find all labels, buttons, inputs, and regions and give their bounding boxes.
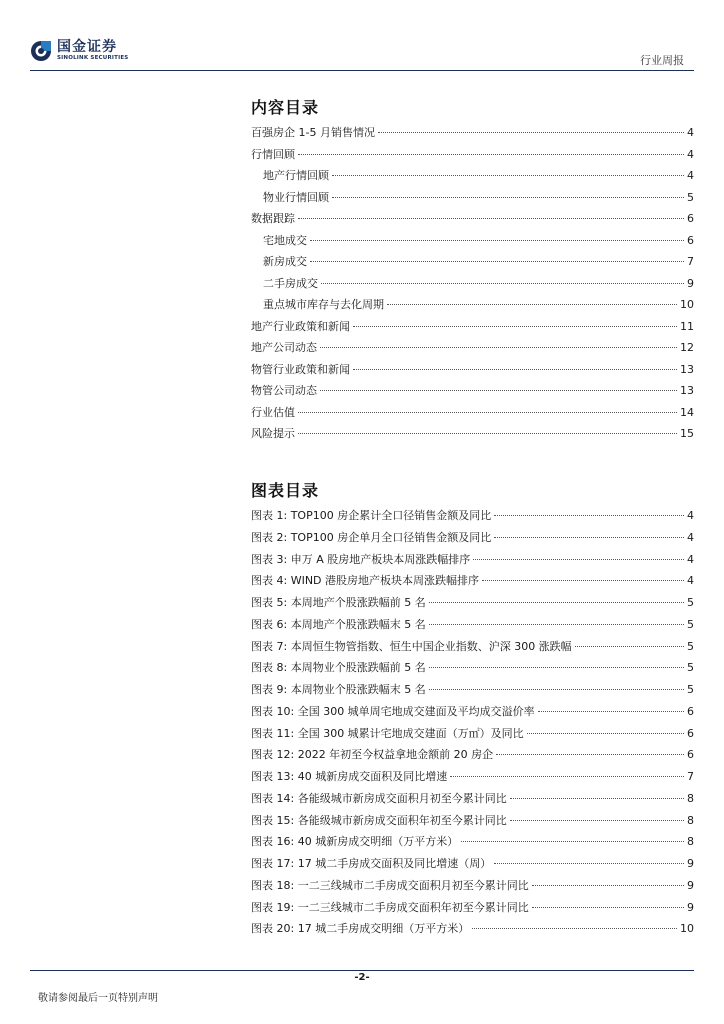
entry-page-number: 4 <box>687 147 694 161</box>
entry-page-number: 6 <box>687 726 694 740</box>
toc-list <box>251 122 694 445</box>
entry-page-number: 7 <box>687 255 694 268</box>
entry-page-number: 13 <box>680 384 694 397</box>
entry-page-number: 8 <box>687 791 694 805</box>
entry-page-number: 5 <box>687 596 694 609</box>
entry-title: 宅地成交 <box>263 233 307 247</box>
dot-leader <box>429 602 684 603</box>
figure-entry[interactable] <box>251 549 694 571</box>
entry-title: 图表 11: 全国 300 城累计宅地成交建面（万㎡）及同比 <box>251 726 524 740</box>
toc-entry[interactable] <box>251 402 694 424</box>
dot-leader <box>353 369 677 370</box>
dot-leader <box>298 154 684 155</box>
figures-title: 图表目录 <box>251 481 320 500</box>
header-divider <box>30 70 694 71</box>
dot-leader <box>429 667 684 668</box>
figure-entry[interactable] <box>251 592 694 614</box>
toc-entry[interactable] <box>251 359 694 381</box>
entry-title: 图表 1: TOP100 房企累计全口径销售金额及同比 <box>251 509 492 522</box>
entry-page-number: 6 <box>687 748 694 762</box>
dot-leader <box>321 283 684 284</box>
entry-page-number: 4 <box>687 509 694 522</box>
entry-page-number: 4 <box>687 169 694 182</box>
dot-leader <box>532 885 684 886</box>
dot-leader <box>575 646 684 647</box>
entry-title: 行情回顾 <box>251 147 295 161</box>
toc-entry[interactable] <box>251 144 694 166</box>
entry-page-number: 12 <box>680 341 694 354</box>
dot-leader <box>510 820 684 821</box>
figures-list <box>251 505 694 940</box>
entry-page-number: 7 <box>687 770 694 783</box>
entry-title: 图表 5: 本周地产个股涨跌幅前 5 名 <box>251 596 426 609</box>
figure-entry[interactable] <box>251 918 694 940</box>
entry-title: 新房成交 <box>263 255 307 268</box>
entry-page-number: 4 <box>687 574 694 588</box>
toc-entry[interactable] <box>251 251 694 273</box>
figure-entry[interactable] <box>251 614 694 636</box>
entry-title: 图表 19: 一二三线城市二手房成交面积年初至今累计同比 <box>251 900 529 914</box>
logo-chinese-name: 国金证券 <box>57 39 117 56</box>
figure-entry[interactable] <box>251 657 694 679</box>
entry-page-number: 10 <box>680 298 694 311</box>
entry-page-number: 9 <box>687 276 694 290</box>
dot-leader <box>310 240 684 241</box>
entry-title: 图表 15: 各能级城市新房成交面积年初至今累计同比 <box>251 813 507 827</box>
disclaimer: 敬请参阅最后一页特别声明 <box>38 993 158 1004</box>
entry-title: 图表 8: 本周物业个股涨跌幅前 5 名 <box>251 661 426 675</box>
entry-page-number: 5 <box>687 639 694 653</box>
entry-page-number: 6 <box>687 704 694 718</box>
entry-title: 重点城市库存与去化周期 <box>263 298 384 311</box>
entry-page-number: 9 <box>687 857 694 870</box>
figure-entry[interactable] <box>251 744 694 766</box>
dot-leader <box>473 559 684 560</box>
dot-leader <box>482 580 684 581</box>
entry-title: 物管行业政策和新闻 <box>251 362 350 376</box>
entry-title: 图表 13: 40 城新房成交面积及同比增速 <box>251 770 448 783</box>
entry-page-number: 9 <box>687 900 694 914</box>
toc-entry[interactable] <box>251 337 694 359</box>
entry-title: 图表 6: 本周地产个股涨跌幅末 5 名 <box>251 617 426 631</box>
toc-entry[interactable] <box>251 316 694 338</box>
dot-leader <box>494 515 684 516</box>
entry-title: 图表 9: 本周物业个股涨跌幅末 5 名 <box>251 683 426 696</box>
entry-page-number: 6 <box>687 212 694 225</box>
entry-page-number: 9 <box>687 878 694 892</box>
entry-page-number: 11 <box>680 319 694 333</box>
entry-title: 物管公司动态 <box>251 384 317 397</box>
company-logo <box>30 40 128 62</box>
entry-page-number: 5 <box>687 617 694 631</box>
entry-title: 图表 4: WIND 港股房地产板块本周涨跌幅排序 <box>251 574 480 588</box>
toc-entry[interactable] <box>251 423 694 445</box>
dot-leader <box>538 711 684 712</box>
entry-title: 物业行情回顾 <box>263 190 329 204</box>
dot-leader <box>298 412 677 413</box>
dot-leader <box>429 689 684 690</box>
dot-leader <box>429 624 684 625</box>
figure-entry[interactable] <box>251 723 694 745</box>
dot-leader <box>320 347 677 348</box>
toc-entry[interactable] <box>251 122 694 144</box>
logo-english-name: SINOLINK SECURITIES <box>57 55 129 62</box>
dot-leader <box>450 776 684 777</box>
entry-title: 图表 18: 一二三线城市二手房成交面积月初至今累计同比 <box>251 878 529 892</box>
dot-leader <box>332 175 684 176</box>
entry-title: 图表 10: 全国 300 城单周宅地成交建面及平均成交溢价率 <box>251 704 535 718</box>
entry-page-number: 4 <box>687 530 694 544</box>
dot-leader <box>378 132 684 133</box>
dot-leader <box>332 197 684 198</box>
figure-entry[interactable] <box>251 701 694 723</box>
dot-leader <box>532 907 684 908</box>
entry-title: 地产行情回顾 <box>263 169 329 182</box>
dot-leader <box>494 537 684 538</box>
dot-leader <box>494 863 684 864</box>
dot-leader <box>510 798 684 799</box>
toc-entry[interactable] <box>251 187 694 209</box>
entry-title: 二手房成交 <box>263 276 318 290</box>
figure-entry[interactable] <box>251 897 694 919</box>
figure-entry[interactable] <box>251 679 694 701</box>
entry-page-number: 5 <box>687 683 694 696</box>
figure-entry[interactable] <box>251 853 694 875</box>
toc-entry[interactable] <box>251 208 694 230</box>
footer-divider <box>30 970 694 971</box>
entry-title: 风险提示 <box>251 427 295 440</box>
entry-title: 图表 12: 2022 年初至今权益拿地金额前 20 房企 <box>251 748 494 762</box>
entry-title: 行业估值 <box>251 405 295 419</box>
entry-title: 图表 16: 40 城新房成交明细（万平方米） <box>251 835 459 849</box>
figure-entry[interactable] <box>251 570 694 592</box>
figure-entry[interactable] <box>251 831 694 853</box>
entry-page-number: 5 <box>687 661 694 675</box>
entry-page-number: 10 <box>680 922 694 936</box>
entry-title: 图表 14: 各能级城市新房成交面积月初至今累计同比 <box>251 791 507 805</box>
entry-title: 图表 7: 本周恒生物管指数、恒生中国企业指数、沪深 300 涨跌幅 <box>251 639 572 653</box>
dot-leader <box>298 218 684 219</box>
entry-page-number: 14 <box>680 405 694 419</box>
figure-entry[interactable] <box>251 766 694 788</box>
figure-entry[interactable] <box>251 505 694 527</box>
toc-title: 内容目录 <box>251 98 320 117</box>
entry-title: 地产公司动态 <box>251 341 317 354</box>
entry-title: 图表 3: 申万 A 股房地产板块本周涨跌幅排序 <box>251 552 471 566</box>
entry-title: 数据跟踪 <box>251 212 295 225</box>
logo-icon <box>30 40 52 62</box>
figure-entry[interactable] <box>251 636 694 658</box>
toc-entry[interactable] <box>251 273 694 295</box>
entry-title: 百强房企 1-5 月销售情况 <box>251 126 375 139</box>
page-header <box>0 0 724 72</box>
dot-leader <box>353 326 677 327</box>
toc-entry[interactable] <box>251 230 694 252</box>
dot-leader <box>320 390 677 391</box>
dot-leader <box>387 304 677 305</box>
toc-entry[interactable] <box>251 165 694 187</box>
figure-entry[interactable] <box>251 810 694 832</box>
entry-page-number: 4 <box>687 126 694 139</box>
dot-leader <box>298 433 677 434</box>
entry-title: 地产行业政策和新闻 <box>251 319 350 333</box>
entry-page-number: 15 <box>680 427 694 440</box>
entry-page-number: 8 <box>687 813 694 827</box>
toc-entry[interactable] <box>251 380 694 402</box>
dot-leader <box>461 841 684 842</box>
dot-leader <box>310 261 684 262</box>
dot-leader <box>496 754 684 755</box>
entry-page-number: 13 <box>680 362 694 376</box>
page-number: -2- <box>354 972 370 983</box>
dot-leader <box>472 928 677 929</box>
figure-entry[interactable] <box>251 875 694 897</box>
entry-page-number: 6 <box>687 233 694 247</box>
figure-entry[interactable] <box>251 527 694 549</box>
entry-title: 图表 20: 17 城二手房成交明细（万平方米） <box>251 922 470 936</box>
entry-page-number: 4 <box>687 552 694 566</box>
figure-entry[interactable] <box>251 788 694 810</box>
entry-page-number: 5 <box>687 190 694 204</box>
entry-title: 图表 17: 17 城二手房成交面积及同比增速（周） <box>251 857 492 870</box>
report-type: 行业周报 <box>640 54 684 67</box>
toc-entry[interactable] <box>251 294 694 316</box>
dot-leader <box>527 733 684 734</box>
entry-page-number: 8 <box>687 835 694 849</box>
entry-title: 图表 2: TOP100 房企单月全口径销售金额及同比 <box>251 530 492 544</box>
